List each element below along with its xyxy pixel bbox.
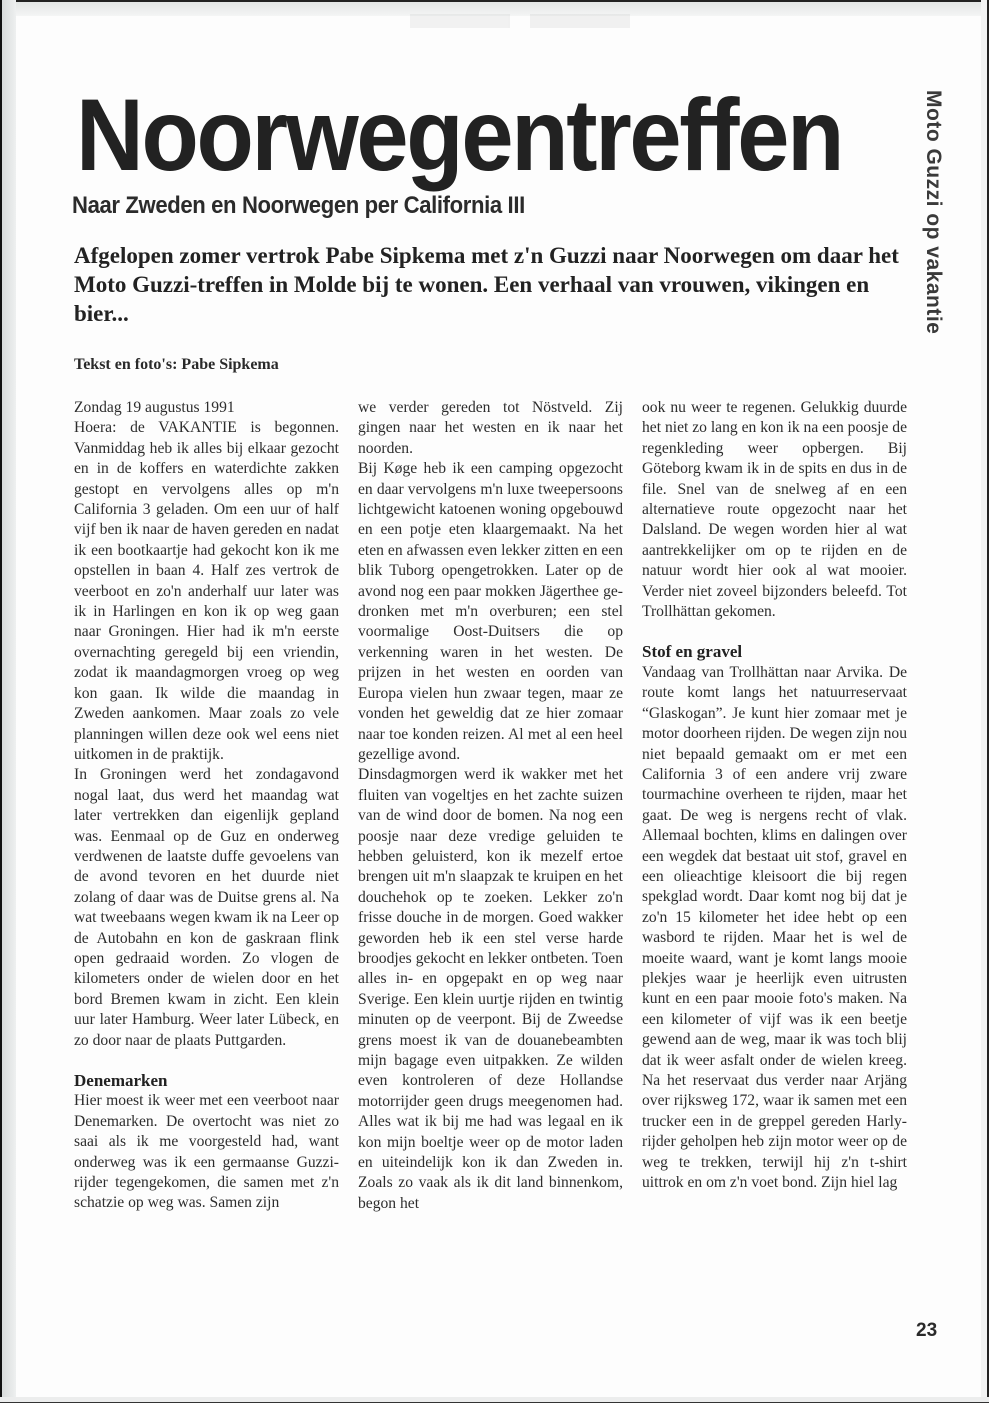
paragraph: Hier moest ik weer met een veerboot naar Denemarken. De overtocht was niet zo saai als ik me voorgesteld had, want onderweg was ik een germaanse Guzzi-rijder tegengekomen, die samen met z'n schatzie op weg was. Samen zijn xyxy=(74,1092,339,1212)
section-heading: Stof en gravel xyxy=(642,642,743,662)
paragraph: Bij Køge heb ik een camping opgezocht en daar vervolgens m'n luxe tweepersoons lichtgewicht katoenen woning opgebouwd en een potje eten klaargemaakt. Na het eten en afwassen even lekker zitten en een blik Tuborg opengetrokken. Later op de avond nog een paar mokken Jägerthee gedronken met m'n overburen; een stel voormalige Oost-Duitsers die op verkenning waren in het westen. De prijzen in het westen en oorden van Europa vielen hun zwaar tegen, maar ze vonden het geweldig dat ze hier zomaar naar toe konden reizen. Al met al een heel gezellige avond. xyxy=(358,460,623,763)
paragraph: Vandaag van Trollhättan naar Arvika. De route komt langs het natuurreservaat “Glaskogan”. Je kunt hier zomaar met je motor doorheen rijden. De wegen zijn nou niet bepaald gemaakt om er met een California 3 of een andere vrij zware tourmachine overheen te rijden, maar het gaat. De weg is nergens recht of vlak. Allemaal bochten, klims en dalingen over een wegdek dat bestaat uit stof, gravel en een olieachtige kleisoort die bij regen spekglad wordt. Daar komt nog bij dat je zo'n 15 kilometer het idee hebt op een wasbord te rijden. Maar het is wel de moeite waard, want je komt langs mooie plekjes waar je heerlijk even uitrusten kunt en een paar mooie foto's maken. Na een kilometer of vijf was ik een beetje gewend aan de weg, maar ik was toch blij dat ik weer asfalt onder de wielen kreeg. Na het reservaat dus verder naar Arjäng over rijksweg 172, waar ik samen met een trucker een in de greppel gereden Harly-rijder geholpen heb zijn motor weer op de weg te trekken, terwijl hij z'n t-shirt uittrok en om z'n voet bond. Zijn hiel lag xyxy=(642,663,907,1192)
paragraph: Hoera: de VAKANTIE is begonnen. Vanmiddag heb ik alles bij elkaar gezocht en in de koffers en waterdichte zakken gestopt en vervolgens alles op m'n California 3 geladen. Om een uur of half vijf ben ik naar de haven gereden en nadat ik een bootkaartje had gekocht kon ik me opstellen in baan 4. Half zes vertrok de veerboot en zo'n anderhalf uur later was ik in Harlingen en kon ik op weg gaan naar Groningen. Hier had ik m'n eerste overnachting geregeld bij een vriendin, zodat ik maandagmorgen vroeg op weg kon gaan. Ik wilde die maandag in Zweden aankomen. Maar zoals zo vele planningen willen deze ook wel eens niet uitkomen in de praktijk. xyxy=(74,419,339,763)
paragraph: In Groningen werd het zondagavond nogal laat, dus werd het maandag wat later vertrekken dan eigenlijk gepland was. Eenmaal op de Guz en onderweg verdwenen de laatste duffe gevoelens van de avond tevoren en het duurde niet zolang of daar was de Duitse grens al. Na wat tweebaans wegen kwam ik na Leer op de Autobahn en kon de gaskraan flink open gedraaid worden. Zo vlogen de kilometers onder de wielen door en het bord Bremen kwam in zicht. Een klein uur later Hamburg. Weer later Lübeck, en zo door naar de plaats Puttgarden. xyxy=(74,766,339,1049)
article-byline: Tekst en foto's: Pabe Sipkema xyxy=(74,356,279,373)
paragraph: we verder gereden tot Nöstveld. Zij gingen naar het westen en ik naar het noorden. xyxy=(358,399,623,457)
article-lead: Afgelopen zomer vertrok Pabe Sipkema met z'n Guzzi naar Noorwegen om daar het Moto Guzzi-treffen in Molde bij te wonen. Een verhaal van vrouwen, vikingen en bier... xyxy=(74,243,899,326)
paragraph: ook nu weer te regenen. Gelukkig duurde het niet zo lang en kon ik na een poosje de regenkleding weer opbergen. Bij Göteborg kwam ik in de spits en dus in de file. Snel van de snelweg af en een alternatieve route opgezocht naar het Dalsland. De wegen worden hier al wat aantrekkelijker om op te rijden en de natuur wordt hier ook al wat mooier. Verder niet zoveel bijzonders beleefd. Tot Trollhättan gekomen. xyxy=(642,399,908,621)
section-heading: Denemarken xyxy=(74,1071,168,1090)
article-subtitle: Naar Zweden en Noorwegen per California III xyxy=(72,192,525,219)
paragraph: Dinsdagmorgen werd ik wakker met het fluiten van vogeltjes en het zachte suizen van de wind door de bomen. Na nog een poosje naar deze vredige geluiden te hebben geluisterd, kon ik mezelf ertoe brengen uit m'n slaapzak te kruipen en het douchehok op te zoeken. Lekker zo'n frisse douche in de morgen. Goed wakker geworden heb ik een stel verse harde broodjes gekocht en lekker ontbeten. Toen alles in- en opgepakt en op weg naar Sverige. Een klein uurtje rijden en twintig minuten op de veerpont. Bij de Zweedse grens moest ik van de douanebeambten mijn bagage even uitpakken. Ze wilden even kontroleren of deze Hollandse motorrijder geen drugs meegenomen had. Alles wat ik bij me had was legaal en ik kon mijn boeltje weer op de motor laden en uiteindelijk kon ik dan Zweden in. Zoals zo vaak als ik dit land binnenkom, begon het xyxy=(358,766,623,1212)
scan-edge-right xyxy=(981,0,989,1403)
text-column-2 xyxy=(358,398,623,1214)
section-label-vertical: Moto Guzzi op vakantie xyxy=(922,90,945,335)
scan-edge-left xyxy=(0,0,16,1403)
text-column-3 xyxy=(642,398,907,1214)
scan-edge-bottom xyxy=(0,1397,989,1403)
article-title: Noorwegentreffen xyxy=(76,78,843,192)
text-column-1 xyxy=(74,398,339,1214)
paragraph: Zondag 19 augustus 1991 xyxy=(74,399,235,416)
bleed-through-header xyxy=(410,14,650,34)
article-body xyxy=(74,398,907,1214)
page-number: 23 xyxy=(916,1320,938,1341)
